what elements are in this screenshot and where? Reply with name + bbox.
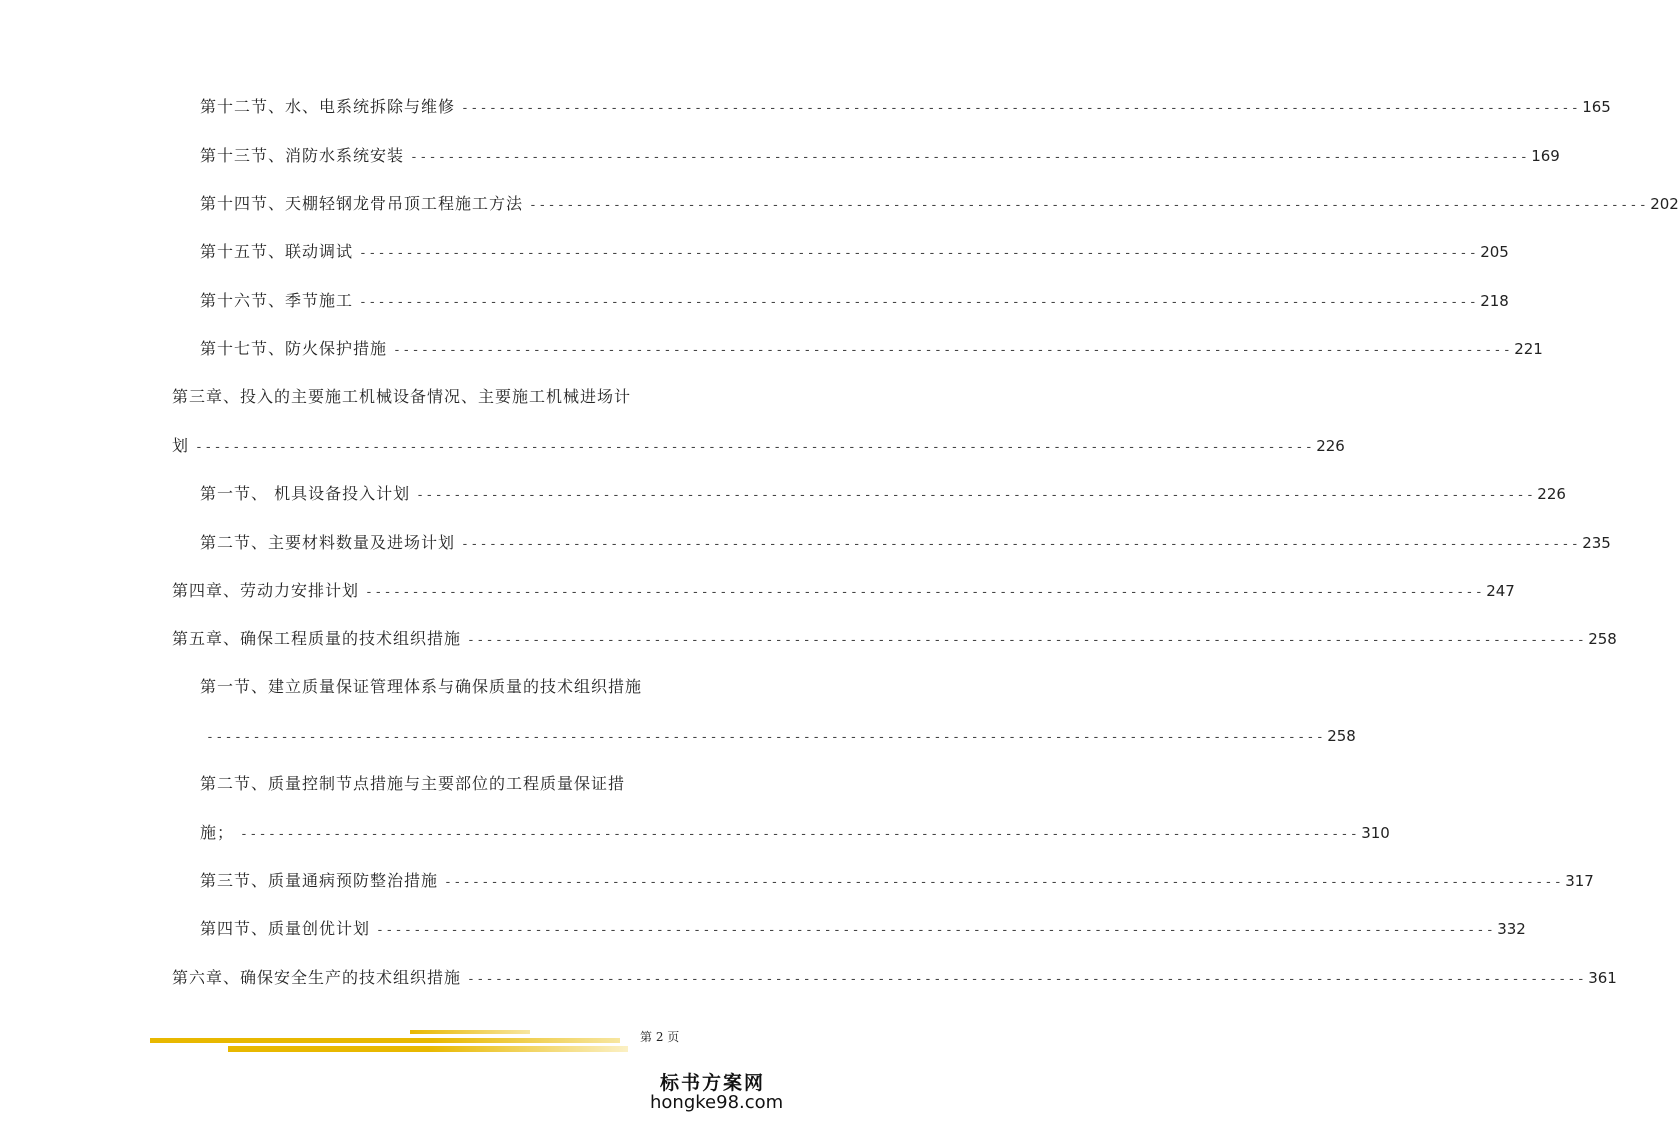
toc-entry	[172, 627, 1617, 651]
toc-leader-dashes: ------------------------------------------------------------------------------------------------------------------------	[359, 295, 1479, 310]
toc-entry-title: 第一节、建立质量保证管理体系与确保质量的技术组织措施	[200, 677, 643, 696]
toc-leader-dashes: ------------------------------------------------------------------------------------------------------------------------	[365, 585, 1485, 600]
toc-leader-dashes: ------------------------------------------------------------------------------------------------------------------------	[410, 150, 1530, 165]
toc-entry-page: 235	[1582, 534, 1611, 552]
toc-leader-dashes: ------------------------------------------------------------------------------------------------------------------------	[393, 343, 1513, 358]
toc-leader-dashes: ------------------------------------------------------------------------------------------------------------------------	[240, 827, 1360, 842]
toc-entry-title: 第三节、质量通病预防整治措施	[200, 871, 439, 890]
toc-entry	[200, 531, 1611, 555]
toc-entry-title: 施；	[200, 823, 235, 842]
toc-leader-dashes: ------------------------------------------------------------------------------------------------------------------------	[444, 875, 1564, 890]
toc-entry	[200, 724, 1356, 748]
toc-entry-page: 310	[1361, 824, 1390, 842]
toc-entry	[172, 385, 631, 409]
toc-entry-page: 221	[1514, 340, 1543, 358]
toc-entry-page: 258	[1588, 630, 1617, 648]
footer-bar-top	[410, 1030, 530, 1034]
toc-entry-title: 第五章、确保工程质量的技术组织措施	[172, 629, 462, 648]
toc-entry-page: 332	[1497, 920, 1526, 938]
toc-entry	[200, 482, 1566, 506]
toc-entry-title: 第一节、 机具设备投入计划	[200, 484, 411, 503]
toc-leader-dashes: ------------------------------------------------------------------------------------------------------------------------	[195, 440, 1315, 455]
toc-entry-title: 第十五节、联动调试	[200, 242, 354, 261]
toc-entry-page: 165	[1582, 98, 1611, 116]
toc-leader-dashes: ------------------------------------------------------------------------------------------------------------------------	[461, 537, 1581, 552]
toc-entry-page: 226	[1537, 485, 1566, 503]
toc-entry-page: 202	[1650, 195, 1679, 213]
toc-entry	[200, 337, 1543, 361]
toc-entry	[200, 821, 1390, 845]
toc-entry	[200, 192, 1679, 216]
toc-leader-dashes: ------------------------------------------------------------------------------------------------------------------------	[467, 972, 1587, 987]
watermark-title: 标书方案网	[660, 1072, 766, 1094]
toc-entry	[172, 579, 1515, 603]
toc-entry-title: 第十三节、消防水系统安装	[200, 146, 405, 165]
toc-entry	[200, 917, 1526, 941]
toc-entry	[172, 434, 1345, 458]
toc-leader-dashes: ------------------------------------------------------------------------------------------------------------------------	[461, 101, 1581, 116]
toc-entry-page: 218	[1480, 292, 1509, 310]
toc-entry-title: 第十二节、水、电系统拆除与维修	[200, 97, 456, 116]
toc-entry-page: 258	[1327, 727, 1356, 745]
toc-entry-title: 第三章、投入的主要施工机械设备情况、主要施工机械进场计	[172, 387, 632, 406]
toc-entry-page: 205	[1480, 243, 1509, 261]
toc-leader-dashes: ------------------------------------------------------------------------------------------------------------------------	[206, 730, 1326, 745]
toc-leader-dashes: ------------------------------------------------------------------------------------------------------------------------	[416, 488, 1536, 503]
toc-entry	[200, 289, 1509, 313]
toc-entry	[200, 772, 625, 796]
toc-entry-page: 361	[1588, 969, 1617, 987]
toc-entry	[200, 240, 1509, 264]
toc-entry-title: 第六章、确保安全生产的技术组织措施	[172, 968, 462, 987]
toc-entry-title: 第二节、质量控制节点措施与主要部位的工程质量保证措	[200, 774, 626, 793]
toc-entry	[200, 95, 1611, 119]
toc-entry-title: 第十六节、季节施工	[200, 291, 354, 310]
watermark-url: hongke98.com	[650, 1092, 784, 1113]
toc-entry-title: 第十七节、防火保护措施	[200, 339, 388, 358]
toc-leader-dashes: ------------------------------------------------------------------------------------------------------------------------	[359, 246, 1479, 261]
toc-entry-title: 第二节、主要材料数量及进场计划	[200, 533, 456, 552]
toc-leader-dashes: ------------------------------------------------------------------------------------------------------------------------	[376, 923, 1496, 938]
toc-leader-dashes: ------------------------------------------------------------------------------------------------------------------------	[467, 633, 1587, 648]
toc-entry	[200, 675, 642, 699]
toc-entry-page: 317	[1565, 872, 1594, 890]
toc-entry-page: 226	[1316, 437, 1345, 455]
toc-entry-page: 247	[1486, 582, 1515, 600]
toc-entry-title: 第四节、质量创优计划	[200, 919, 371, 938]
toc-entry-page: 169	[1531, 147, 1560, 165]
toc-entry	[172, 966, 1617, 990]
page-number: 第 2 页	[640, 1030, 680, 1044]
toc-entry-title: 第十四节、天棚轻钢龙骨吊顶工程施工方法	[200, 194, 524, 213]
toc-leader-dashes: ------------------------------------------------------------------------------------------------------------------------	[529, 198, 1649, 213]
toc-entry-title: 划	[172, 436, 190, 455]
toc-entry	[200, 144, 1560, 168]
toc-entry-title: 第四章、劳动力安排计划	[172, 581, 360, 600]
footer-bar-main	[150, 1038, 620, 1043]
footer-bar-bottom	[228, 1046, 628, 1052]
toc-entry	[200, 869, 1594, 893]
